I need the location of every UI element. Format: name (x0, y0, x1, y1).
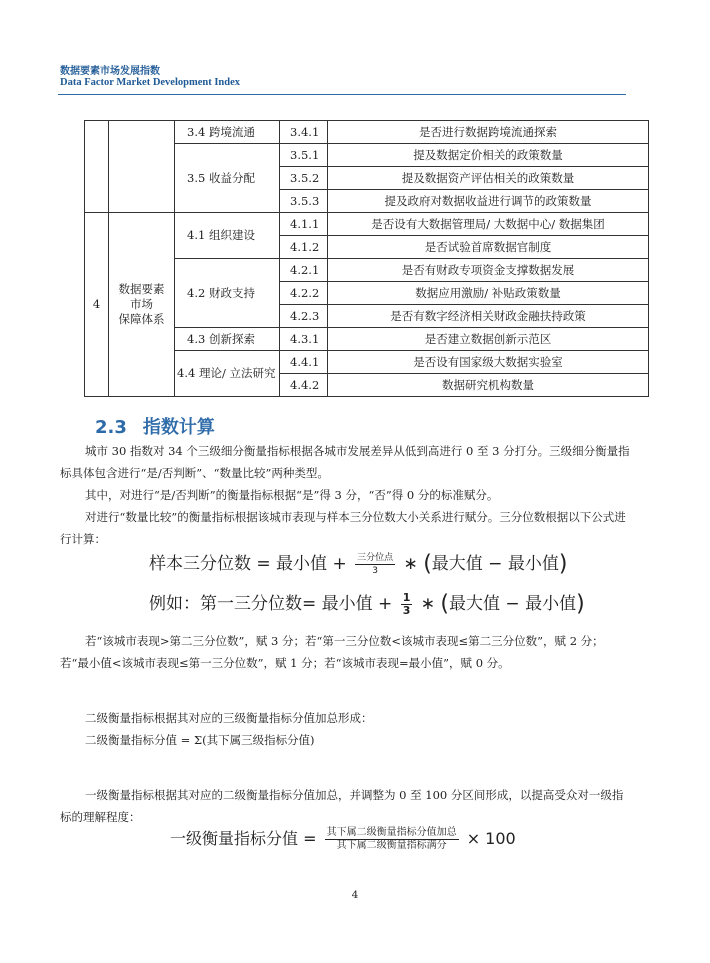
indicator-code: 3.5.3 (280, 190, 328, 213)
page-number: 4 (351, 889, 359, 901)
paragraph-yes-no: 其中，对进行“是/否判断”的衡量指标根据“是”得 3 分，“否”得 0 分的标准赋分。 (85, 488, 499, 502)
paragraph-intro: 城市 30 指数对 34 个三级细分衡量指标根据各城市发展差异从低到高进行 0 至 3 分打分。三级细分衡量指标具体包含进行“是/否判断”、“数量比较”两种类型。 (60, 444, 630, 480)
level1-name-line: 市场 (130, 297, 153, 311)
indicator-code: 4.3.1 (280, 328, 328, 351)
level1-name-cell (109, 121, 175, 213)
formula-tertile: 样本三分位数 = 最小值 + $\frac{\text{三分位点}}{3}$ ∗ (最大值 − 最小值) (149, 551, 568, 577)
section-heading (95, 413, 215, 439)
formula-text: 样本三分位数 = 最小值 + (149, 554, 347, 574)
formula-operator: ∗ (420, 594, 436, 614)
indicator-text: 是否有财政专项资金支撑数据发展 (328, 259, 649, 282)
paragraph-scoring-rules: 若“该城市表现>第二三分位数”，赋 3 分；若“第一三分位数<该城市表现≤第二三分位数”，赋 2 分；若“最小值<该城市表现≤第一三分位数”，赋 1 分；若“该城市表现=最小值”，赋 0 分。 (60, 634, 604, 670)
indicator-text: 提及数据定价相关的政策数量 (328, 144, 649, 167)
section-number: 2.3 (95, 417, 127, 438)
paragraph-level2: 二级衡量指标根据其对应的三级衡量指标分值加总形成： (85, 711, 373, 725)
level2-name: 4.2 财政支持 (175, 259, 280, 328)
level2-name: 4.4 理论/ 立法研究 (175, 351, 280, 397)
paragraph-quantity: 对进行“数量比较”的衡量指标根据该城市表现与样本三分位数大小关系进行赋分。三分位数根据以下公式进行计算： (60, 510, 626, 546)
indicator-text: 是否进行数据跨境流通探索 (328, 121, 649, 144)
indicator-code: 4.2.1 (280, 259, 328, 282)
formula-fraction (325, 827, 459, 852)
formula-text: 一级衡量指标分值 = (170, 829, 317, 848)
indicator-code: 4.2.3 (280, 305, 328, 328)
fraction-numerator: 三分位点 (357, 552, 394, 563)
indicator-text: 是否设有国家级大数据实验室 (328, 351, 649, 374)
formula-example: 例如：第一三分位数= 最小值 + $\frac{1}{3}$ ∗ (最大值 − 最小值) (149, 590, 585, 617)
table-row (85, 213, 649, 236)
indicator-code: 4.1.1 (280, 213, 328, 236)
level2-name: 4.1 组织建设 (175, 213, 280, 259)
table-row (85, 121, 649, 144)
indicator-table (84, 120, 649, 397)
paragraph-level2-formula: 二级衡量指标分值 = Σ(其下属三级指标分值) (85, 733, 315, 747)
formula-operator: ∗ (403, 554, 418, 574)
fraction-numerator: 1 (402, 590, 411, 604)
indicator-code: 4.4.1 (280, 351, 328, 374)
indicator-code: 3.4.1 (280, 121, 328, 144)
formula-fraction (355, 552, 395, 577)
fraction-numerator: 其下属二级衡量指标分值加总 (326, 827, 457, 838)
indicator-text: 提及政府对数据收益进行调节的政策数量 (328, 190, 649, 213)
formula-operator: × 100 (466, 829, 516, 848)
formula-level1 (170, 826, 516, 852)
section-title: 指数计算 (142, 417, 215, 438)
indicator-text: 是否建立数据创新示范区 (328, 328, 649, 351)
indicator-text: 是否设有大数据管理局/ 大数据中心/ 数据集团 (328, 213, 649, 236)
header-title-cn: 数据要素市场发展指数 (60, 66, 160, 77)
indicator-text: 数据研究机构数量 (328, 374, 649, 397)
paragraph-level1: 一级衡量指标根据其对应的二级衡量指标分值加总，并调整为 0 至 100 分区间形成，以提高受众对一级指标的理解程度： (60, 788, 624, 824)
fraction-denominator: 其下属二级衡量指标满分 (336, 840, 447, 851)
level1-number: 4 (85, 213, 109, 397)
level1-number-cell (85, 121, 109, 213)
level1-name-line: 数据要素 (118, 282, 165, 296)
formula-paren-text: 最大值 − 最小值 (431, 554, 559, 574)
indicator-code: 3.5.2 (280, 167, 328, 190)
indicator-text: 是否有数字经济相关财政金融扶持政策 (328, 305, 649, 328)
formula-text: 例如：第一三分位数= 最小值 + (149, 594, 393, 614)
fraction-denominator: 3 (402, 603, 411, 617)
fraction-denominator: 3 (372, 565, 378, 576)
header-divider (58, 94, 626, 95)
level1-name (109, 213, 175, 397)
header-title-en: Data Factor Market Development Index (60, 77, 241, 88)
indicator-code: 4.1.2 (280, 236, 328, 259)
indicator-code: 4.2.2 (280, 282, 328, 305)
level2-name: 4.3 创新探索 (175, 328, 280, 351)
formula-fraction (401, 592, 413, 617)
level2-name: 3.4 跨境流通 (175, 121, 280, 144)
level1-name-line: 保障体系 (118, 312, 165, 326)
level2-name: 3.5 收益分配 (175, 144, 280, 213)
indicator-text: 是否试验首席数据官制度 (328, 236, 649, 259)
indicator-text: 数据应用激励/ 补贴政策数量 (328, 282, 649, 305)
indicator-text: 提及数据资产评估相关的政策数量 (328, 167, 649, 190)
formula-paren-text: 最大值 − 最小值 (449, 594, 577, 614)
indicator-code: 4.4.2 (280, 374, 328, 397)
indicator-code: 3.5.1 (280, 144, 328, 167)
